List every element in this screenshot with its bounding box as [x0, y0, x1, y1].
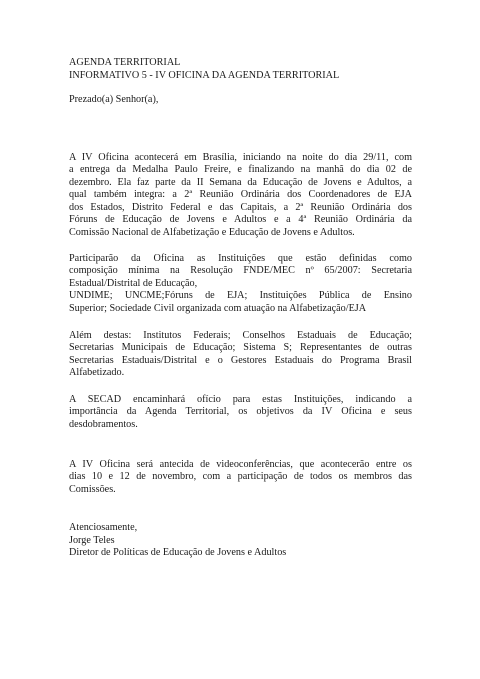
text-line: Estadual/Distrital de Educação,: [69, 278, 198, 289]
text-line: Secretarias Estaduais/Distrital e o Gestores Estaduais do Programa Brasil: [69, 355, 412, 366]
signer-role: Diretor de Políticas de Educação de Jovens e Adultos: [69, 547, 287, 558]
greeting: Prezado(a) Senhor(a),: [69, 94, 159, 105]
document-subtitle: INFORMATIVO 5 - IV OFICINA DA AGENDA TERRITORIAL: [69, 70, 340, 81]
text-line: a entrega da Medalha Paulo Freire, e finalizando na manhã do dia 02 de: [69, 164, 412, 175]
text-line: Fóruns de Educação de Jovens e Adultos e a 4ª Reunião Ordinária da: [69, 214, 412, 225]
text-line: qual também integra: a 2ª Reunião Ordinária dos Coordenadores de EJA: [69, 189, 412, 200]
text-line: importância da Agenda Territorial, os objetivos da IV Oficina e seus: [69, 406, 412, 417]
text-line: A IV Oficina acontecerá em Brasília, iniciando na noite do dia 29/11, com: [69, 152, 412, 163]
text-line: dezembro. Ela faz parte da II Semana da Educação de Jovens e Adultos, a: [69, 177, 412, 188]
text-line: Secretarias Municipais de Educação; Sistema S; Representantes de outras: [69, 342, 412, 353]
text-line: Comissões.: [69, 484, 116, 495]
text-line: dos Estados, Distrito Federal e das Capitais, a 2ª Reunião Ordinária dos: [69, 202, 412, 213]
text-line: desdobramentos.: [69, 419, 138, 430]
text-line: A SECAD encaminhará ofício para estas Instituições, indicando a: [69, 394, 412, 405]
closing-salutation: Atenciosamente,: [69, 522, 138, 533]
document-title: AGENDA TERRITORIAL: [69, 57, 181, 68]
text-line: A IV Oficina será antecida de videoconferências, que acontecerão entre os: [69, 459, 412, 470]
text-line: Além destas: Institutos Federais; Conselhos Estaduais de Educação;: [69, 330, 412, 341]
signer-name: Jorge Teles: [69, 535, 115, 546]
text-line: composição mínima na Resolução FNDE/MEC nº 65/2007: Secretaria: [69, 265, 412, 276]
text-line: Alfabetizado.: [69, 367, 125, 378]
text-line: UNDIME; UNCME;Fóruns de EJA; Instituições Pública de Ensino: [69, 290, 412, 301]
text-line: Superior; Sociedade Civil organizada com atuação na Alfabetização/EJA: [69, 303, 367, 314]
text-line: Comissão Nacional de Alfabetização e Educação de Jovens e Adultos.: [69, 227, 355, 238]
text-line: Participarão da Oficina as Instituições que estão definidas como: [69, 253, 412, 264]
text-line: dias 10 e 12 de novembro, com a participação de todos os membros das: [69, 471, 412, 482]
